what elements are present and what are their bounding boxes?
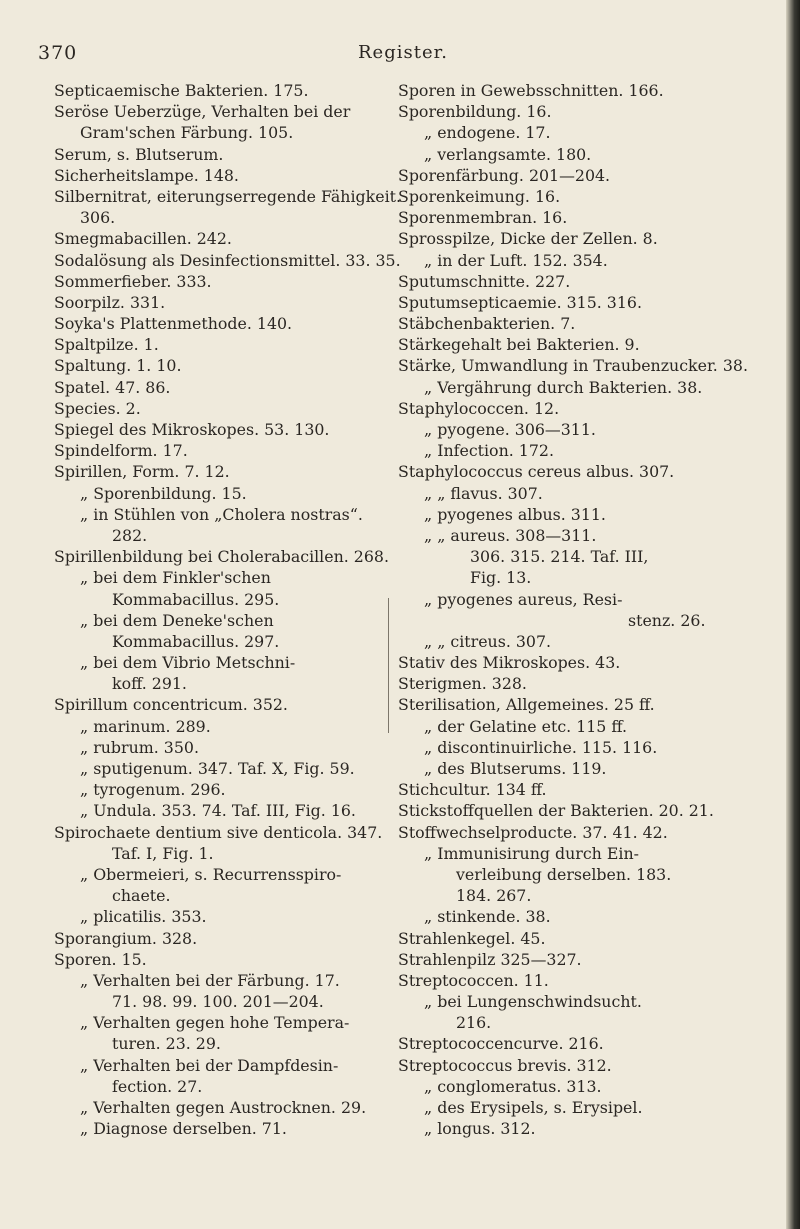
index-entry: Sporangium. 328. bbox=[54, 928, 198, 948]
index-entry: Seröse Ueberzüge, Verhalten bei der bbox=[54, 102, 351, 122]
index-subentry: „ bei dem Vibrio Metschni- bbox=[80, 653, 296, 673]
index-subentry: „ Verhalten gegen hohe Tempera- bbox=[80, 1013, 350, 1033]
index-subentry: „ „ flavus. 307. bbox=[424, 483, 543, 503]
index-entry-continuation: chaete. bbox=[112, 886, 171, 906]
index-subentry: „ Vergährung durch Bakterien. 38. bbox=[424, 377, 703, 397]
index-entry: Staphylococcen. 12. bbox=[398, 398, 560, 418]
index-subentry: „ Verhalten bei der Färbung. 17. bbox=[80, 970, 340, 990]
index-entry: Stickstoffquellen der Bakterien. 20. 21. bbox=[398, 801, 714, 821]
index-entry: Sporen in Gewebsschnitten. 166. bbox=[398, 81, 664, 100]
page-edge-shadow bbox=[786, 0, 800, 1229]
index-entry: Strahlenkegel. 45. bbox=[398, 928, 546, 948]
index-entry: Silbernitrat, eiterungserregende Fähigkeit. bbox=[54, 186, 401, 206]
index-subentry: „ plicatilis. 353. bbox=[80, 907, 207, 927]
index-entry: Spaltung. 1. 10. bbox=[54, 356, 182, 376]
index-subentry: „ bei dem Finkler'schen bbox=[80, 568, 271, 588]
index-subentry: „ Sporenbildung. 15. bbox=[80, 483, 247, 503]
index-entry-continuation: turen. 23. 29. bbox=[112, 1034, 221, 1054]
index-entry: Serum, s. Blutserum. bbox=[54, 144, 224, 164]
index-entry: Stichcultur. 134 ff. bbox=[398, 780, 547, 800]
index-entry-continuation: 282. bbox=[112, 525, 148, 545]
index-entry: Sommerfieber. 333. bbox=[54, 271, 212, 291]
index-subentry: „ longus. 312. bbox=[424, 1119, 536, 1139]
index-entry: Species. 2. bbox=[54, 398, 141, 418]
index-entry-continuation: koff. 291. bbox=[112, 674, 187, 694]
index-subentry: „ stinkende. 38. bbox=[424, 907, 551, 927]
running-title: Register. bbox=[358, 42, 448, 63]
index-entry-continuation: Fig. 13. bbox=[470, 568, 532, 588]
index-subentry: „ rubrum. 350. bbox=[80, 737, 199, 757]
index-subentry: „ verlangsamte. 180. bbox=[424, 144, 592, 164]
index-entry: Stoffwechselproducte. 37. 41. 42. bbox=[398, 822, 668, 842]
index-entry: Stärkegehalt bei Bakterien. 9. bbox=[398, 335, 640, 355]
index-subentry: „ des Blutserums. 119. bbox=[424, 759, 607, 778]
index-subentry: „ „ aureus. 308—311. bbox=[424, 525, 597, 545]
index-entry-continuation: Gram'schen Färbung. 105. bbox=[80, 123, 294, 143]
index-column-left bbox=[54, 80, 401, 1139]
index-entry: Spiegel des Mikroskopes. 53. 130. bbox=[54, 420, 330, 439]
index-subentry: „ discontinuirliche. 115. 116. bbox=[424, 737, 658, 757]
index-subentry: „ pyogenes aureus, Resi- bbox=[424, 589, 623, 609]
index-entry: Sporenmembran. 16. bbox=[398, 208, 568, 228]
index-subentry: „ in der Luft. 152. 354. bbox=[424, 250, 608, 270]
index-subentry: „ bei Lungenschwindsucht. bbox=[424, 992, 642, 1012]
index-subentry: „ bei dem Deneke'schen bbox=[80, 610, 274, 630]
index-subentry: „ Undula. 353. 74. Taf. III, Fig. 16. bbox=[80, 801, 356, 821]
index-entry: Sterilisation, Allgemeines. 25 ff. bbox=[398, 695, 655, 715]
index-subentry: „ „ citreus. 307. bbox=[424, 631, 552, 651]
index-entry-continuation: stenz. 26. bbox=[628, 610, 706, 630]
index-entry: Spirillum concentricum. 352. bbox=[54, 695, 288, 715]
index-entry-continuation: Taf. I, Fig. 1. bbox=[112, 843, 214, 863]
index-entry: Sputumsepticaemie. 315. 316. bbox=[398, 292, 642, 312]
index-entry-continuation: 306. 315. 214. Taf. III, bbox=[470, 547, 649, 567]
index-subentry: „ in Stühlen von „Cholera nostras“. bbox=[80, 504, 363, 524]
index-entry-continuation: 184. 267. bbox=[456, 886, 532, 906]
index-entry-continuation: Kommabacillus. 297. bbox=[112, 631, 280, 651]
index-entry: Sporenkeimung. 16. bbox=[398, 186, 561, 206]
page-number: 370 bbox=[38, 42, 78, 64]
index-subentry: „ tyrogenum. 296. bbox=[80, 780, 226, 800]
index-entry: Sprosspilze, Dicke der Zellen. 8. bbox=[398, 229, 658, 249]
index-entry: Stäbchenbakterien. 7. bbox=[398, 314, 576, 334]
index-subentry: „ conglomeratus. 313. bbox=[424, 1076, 602, 1096]
index-entry: Spaltpilze. 1. bbox=[54, 335, 159, 355]
index-entry: Staphylococcus cereus albus. 307. bbox=[398, 462, 675, 482]
index-entry-continuation: fection. 27. bbox=[112, 1076, 203, 1096]
index-entry: Stativ des Mikroskopes. 43. bbox=[398, 653, 621, 673]
index-entry: Soorpilz. 331. bbox=[54, 292, 166, 312]
index-subentry: „ endogene. 17. bbox=[424, 123, 551, 143]
index-subentry: „ des Erysipels, s. Erysipel. bbox=[424, 1098, 643, 1117]
index-entry: Streptococcus brevis. 312. bbox=[398, 1055, 612, 1075]
index-entry: Sporenfärbung. 201—204. bbox=[398, 165, 611, 185]
index-entry: Septicaemische Bakterien. 175. bbox=[54, 81, 309, 100]
index-entry: Streptococcen. 11. bbox=[398, 970, 549, 990]
index-entry: Spirochaete dentium sive denticola. 347. bbox=[54, 822, 383, 842]
index-entry-continuation: 216. bbox=[456, 1013, 492, 1033]
index-entry: Sicherheitslampe. 148. bbox=[54, 165, 239, 185]
index-subentry: „ sputigenum. 347. Taf. X, Fig. 59. bbox=[80, 759, 355, 778]
index-entry-continuation: 71. 98. 99. 100. 201—204. bbox=[112, 992, 324, 1012]
index-column-right bbox=[398, 80, 778, 1139]
index-subentry: „ pyogenes albus. 311. bbox=[424, 504, 606, 524]
index-entry-continuation: Kommabacillus. 295. bbox=[112, 589, 280, 609]
index-subentry: „ pyogene. 306—311. bbox=[424, 420, 596, 439]
index-entry: Sputumschnitte. 227. bbox=[398, 271, 571, 291]
index-entry: Sodalösung als Desinfectionsmittel. 33. 35. bbox=[54, 250, 401, 270]
index-entry: Strahlenpilz 325—327. bbox=[398, 949, 582, 969]
index-subentry: „ der Gelatine etc. 115 ff. bbox=[424, 716, 628, 736]
page-header bbox=[0, 42, 800, 72]
index-entry-continuation: verleibung derselben. 183. bbox=[456, 864, 672, 884]
column-divider bbox=[388, 598, 389, 733]
index-entry: Sporen. 15. bbox=[54, 949, 147, 969]
index-subentry: „ Immunisirung durch Ein- bbox=[424, 843, 639, 863]
index-subentry: „ Verhalten gegen Austrocknen. 29. bbox=[80, 1098, 367, 1117]
index-entry: Sporenbildung. 16. bbox=[398, 102, 552, 122]
index-entry: Smegmabacillen. 242. bbox=[54, 229, 232, 249]
index-entry: Spatel. 47. 86. bbox=[54, 377, 171, 397]
index-subentry: „ Infection. 172. bbox=[424, 441, 554, 461]
index-entry: Spindelform. 17. bbox=[54, 441, 188, 461]
index-entry-continuation: 306. bbox=[80, 208, 116, 228]
index-subentry: „ marinum. 289. bbox=[80, 716, 211, 736]
index-entry: Streptococcencurve. 216. bbox=[398, 1034, 604, 1054]
index-entry: Spirillen, Form. 7. 12. bbox=[54, 462, 230, 482]
index-entry: Soyka's Plattenmethode. 140. bbox=[54, 314, 293, 334]
index-entry: Sterigmen. 328. bbox=[398, 674, 527, 694]
index-subentry: „ Obermeieri, s. Recurrensspiro- bbox=[80, 864, 342, 884]
index-entry: Spirillenbildung bei Cholerabacillen. 268. bbox=[54, 547, 389, 567]
index-subentry: „ Diagnose derselben. 71. bbox=[80, 1119, 287, 1139]
index-entry: Stärke, Umwandlung in Traubenzucker. 38. bbox=[398, 356, 748, 376]
index-subentry: „ Verhalten bei der Dampfdesin- bbox=[80, 1055, 339, 1075]
